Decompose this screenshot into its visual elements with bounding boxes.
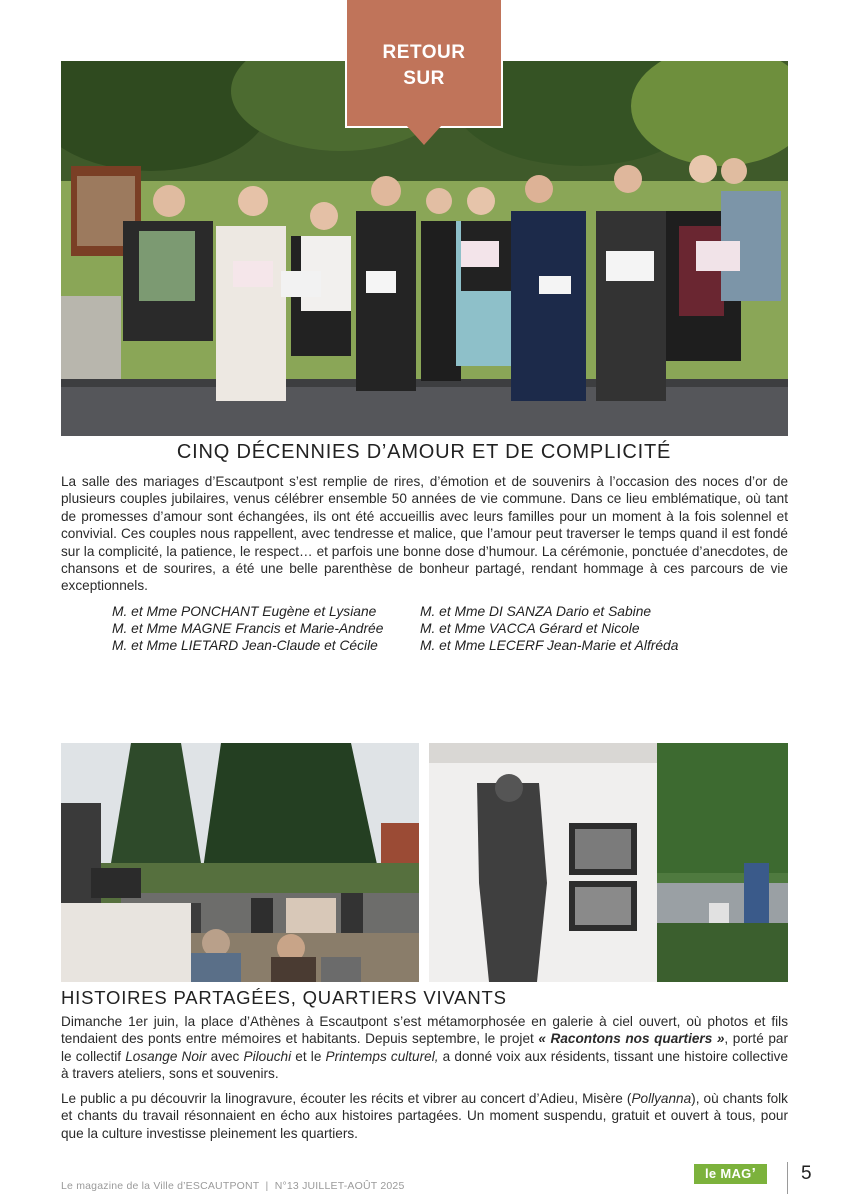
quartiers-paragraph-2: Le public a pu découvrir la linogravure, écouter les récits et vibrer au concert d’Adieu, Misère (Pollyanna), où chants folk et chants du travail résonnaient en écho aux histoires partagées. Un moment suspendu, gratuit et ouvert à tous, pour que la culture investisse pleinement les quartiers. (61, 1091, 788, 1141)
couple-name: M. et Mme MAGNE Francis et Marie-Andrée (112, 621, 384, 637)
exhibition-photo (429, 743, 788, 982)
footer-separator: | (265, 1180, 269, 1192)
footer-credits (61, 1180, 404, 1192)
quartiers-paragraph-1: Dimanche 1er juin, la place d’Athènes à Escautpont s’est métamorphosée en galerie à ciel ouvert, où photos et fils tendaient des ponts entre mémoires et habitants. Depuis septembre, le projet « Racontons nos quartiers », porté par le collectif Losange Noir avec Pilouchi et le Printemps culturel, a donné voix aux résidents, tissant une histoire collective à travers ateliers, sons et souvenirs. (61, 1014, 789, 1082)
section-title-quartiers: HISTOIRES PARTAGÉES, QUARTIERS VIVANTS (61, 987, 507, 1008)
issue-label: N°13 JUILLET-AOÛT 2025 (274, 1180, 405, 1192)
banner-arrow (406, 125, 442, 145)
project-name: « Racontons nos quartiers » (538, 1031, 725, 1047)
magazine-name: Le magazine de la Ville d’ESCAUTPONT (61, 1180, 260, 1192)
le-mag-logo: le MAG’ (694, 1164, 767, 1184)
event-name: Printemps culturel, (325, 1048, 439, 1064)
collective-name: Losange Noir (125, 1048, 207, 1064)
couple-name: M. et Mme DI SANZA Dario et Sabine (420, 604, 652, 619)
couples-list-left (112, 603, 383, 655)
section-title-noces: CINQ DÉCENNIES D’AMOUR ET DE COMPLICITÉ (176, 441, 672, 463)
banner-line-2: SUR (403, 68, 445, 89)
couple-name: M. et Mme VACCA Gérard et Nicole (420, 621, 640, 637)
noces-paragraph: La salle des mariages d’Escautpont s’est remplie de rires, d’émotion et de souvenirs à l’occasion des noces d’or de plusieurs couples jubilaires, venus célébrer ensemble 50 années de vie commune. Dans ce lieu emblématique, où tant de promesses d’amour sont échangées, ils ont été accueillis avec leurs familles pour un moment à la fois solennel et convivial. Ces couples nous rappellent, avec tendresse et malice, que l’amour peut traverser le temps quand il est fondé sur la complicité, la patience, le respect… et parfois une bonne dose d’humour. La cérémonie, ponctuée d’anecdotes, de chansons et de sourires, a été une belle parenthèse de bonheur partagé, rendant hommage à ces parcours de vie exceptionnels. (61, 474, 788, 594)
artist-name: Pilouchi (243, 1048, 292, 1064)
footer-divider (787, 1162, 788, 1194)
concert-photo (61, 743, 419, 982)
couple-name: M. et Mme LECERF Jean-Marie et Alfréda (420, 638, 679, 654)
banner-line-1: RETOUR (382, 42, 466, 63)
couple-name: M. et Mme LIETARD Jean-Claude et Cécile (112, 638, 378, 654)
retour-sur-banner (347, 0, 501, 126)
couples-list-right (420, 603, 678, 655)
page-number: 5 (801, 1163, 812, 1184)
band-name: Pollyanna (631, 1091, 692, 1106)
couple-name: M. et Mme PONCHANT Eugène et Lysiane (112, 604, 377, 619)
